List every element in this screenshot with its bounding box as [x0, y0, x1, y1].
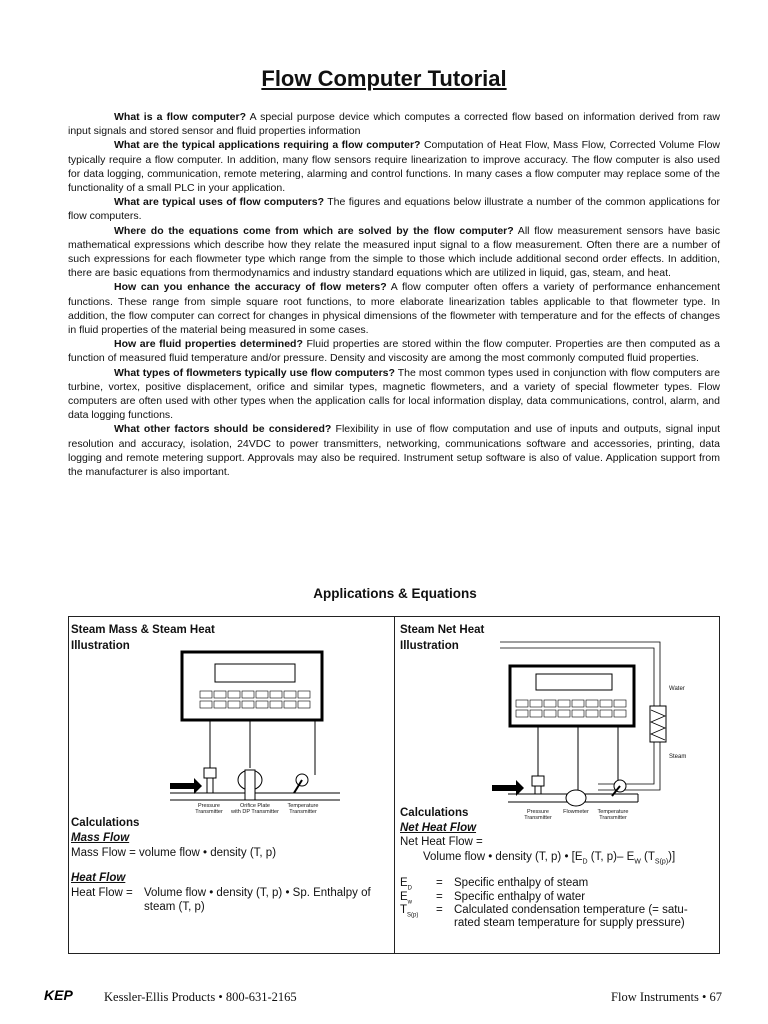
left-panel-title: Steam Mass & Steam Heat Illustration [71, 624, 215, 652]
intro-text [68, 110, 720, 479]
intro-paragraph [68, 337, 720, 365]
page-title: Flow Computer Tutorial [261, 66, 507, 91]
intro-answer: A special purpose device which computes a corrected flow based on information derived from raw input signals and stored sensor and fluid properties information [68, 111, 720, 138]
left-label-orifice: Orifice Plate with DP Transmitter [231, 803, 279, 815]
intro-paragraph [68, 366, 720, 423]
intro-paragraph [68, 138, 720, 195]
footer-page: Flow Instruments • 67 [611, 990, 722, 1004]
intro-question: How can you enhance the accuracy of flow meters? [114, 281, 387, 294]
intro-answer: The most common types used in conjunction with flow computers are turbine, vortex, positive displacement, orifice and similar types, magnetic flowmeters, and a variety of special flowmeter types. Flow computers are often used with other types when the application calls for local information display, data communications, control, alarm, and data logging functions. [68, 366, 720, 422]
svg-text:KEP: KEP [44, 988, 73, 1002]
net-heat-flow-heading: Net Heat Flow [400, 822, 477, 834]
right-label-flowmeter: Flowmeter [563, 809, 589, 815]
footer-company: Kessler-Ellis Products • 800-631-2165 [104, 990, 297, 1004]
left-label-temperature: Temperature Transmitter [287, 803, 319, 815]
left-label-pressure: Pressure Transmitter [195, 803, 223, 815]
intro-answer: A flow computer often offers a variety of performance enhancement functions. These range from simple square root functions, to more elaborate linearization tables applicable to that flowmeter type. In addition, the flow computer can correct for changes in physical dimensions of the flowmeter with temperature and for the effects of changes in fluid properties of the material being measured in some cases. [68, 281, 720, 337]
intro-paragraph [68, 422, 720, 479]
intro-answer: The figures and equations below illustrate a number of the common applications for flow computers. [68, 196, 721, 223]
def-row-ew: $E_w$ = Specific enthalpy of water [400, 891, 586, 906]
intro-paragraph [68, 195, 720, 223]
steam-net-heat-illustration [488, 640, 708, 820]
water-label: Water [669, 686, 685, 692]
intro-question: What is a flow computer? [114, 111, 247, 123]
left-calculations-heading: Calculations [71, 817, 140, 829]
intro-paragraph [68, 110, 720, 138]
intro-question: What are the typical applications requiring a flow computer? [114, 139, 421, 152]
steam-label: Steam [669, 754, 687, 760]
panel-divider [394, 616, 395, 954]
net-heat-flow-equation: Volume flow • density (T, p) • [$E_D$ (T, p)– $E_W$ $(T_{S(p)})$] [423, 851, 676, 866]
intro-question: What are typical uses of flow computers? [114, 196, 325, 209]
intro-paragraph [68, 280, 720, 337]
mass-flow-heading: Mass Flow [71, 832, 130, 844]
right-calculations-heading: Calculations [400, 807, 469, 819]
def-row-continuation: rated steam temperature for supply pressure) [454, 917, 685, 929]
mass-flow-equation: Mass Flow = volume flow • density (T, p) [71, 847, 277, 859]
intro-answer: Fluid properties are stored within the flow computer. Properties are then computed as a function of measured fluid temperature and/or pressure. Density and viscosity are among the most commonly computed fluid properties. [68, 338, 720, 365]
right-label-pressure: Pressure Transmitter [524, 809, 552, 821]
heat-flow-lhs: Heat Flow = [71, 887, 133, 899]
intro-question: Where do the equations come from which are solved by the flow computer? [114, 224, 514, 237]
applications-title: Applications & Equations [313, 586, 477, 601]
intro-question: What types of flowmeters typically use flow computers? [114, 366, 395, 379]
intro-question: How are fluid properties determined? [114, 338, 303, 351]
def-row-ed: $E_D$ = Specific enthalpy of steam [400, 877, 589, 892]
right-panel-title: Steam Net Heat Illustration [400, 624, 485, 652]
intro-paragraph [68, 224, 720, 281]
net-heat-flow-lhs: Net Heat Flow = [400, 836, 483, 848]
def-row-tsp: $T_{S(p)}$ = Calculated condensation temperature (= satu- [400, 904, 688, 919]
intro-answer: Computation of Heat Flow, Mass Flow, Corrected Volume Flow typically require a flow computer. In addition, many flow sensors require linearization to improve accuracy. The flow computer is also used for data logging, communication, remote metering, alarming and control functions. In many cases a flow computer may replace some of the functionality of a small PLC in your application. [68, 139, 720, 195]
heat-flow-equation: Volume flow • density (T, p) • Sp. Enthalpy of steam (T, p) [144, 887, 371, 913]
kep-logo [44, 988, 96, 1007]
heat-flow-heading: Heat Flow [71, 872, 126, 884]
steam-mass-illustration [150, 650, 390, 810]
intro-question: What other factors should be considered? [114, 423, 332, 436]
intro-answer: All flow measurement sensors have basic mathematical expressions which describe how they relate the measured input signal to a flow measurement. Often there are a number of such expressions for each flowmeter type which range from the simple to those which include additional second order effects. In addition, there are basic equations from thermodynamics and industry standard equations which are utilized in liquid, gas, steam, and heat. [68, 224, 720, 280]
right-label-temperature: Temperature Transmitter [597, 809, 629, 821]
intro-answer: Flexibility in use of flow computation and use of inputs and outputs, signal input resolution and accuracy, isolation, 24VDC to power transmitters, networking, communications software and accessories, printing, data logging and remote metering support. Approvals may also be required. Instrument setup software is also of value. Application support from the manufacturer is also important. [68, 423, 720, 479]
